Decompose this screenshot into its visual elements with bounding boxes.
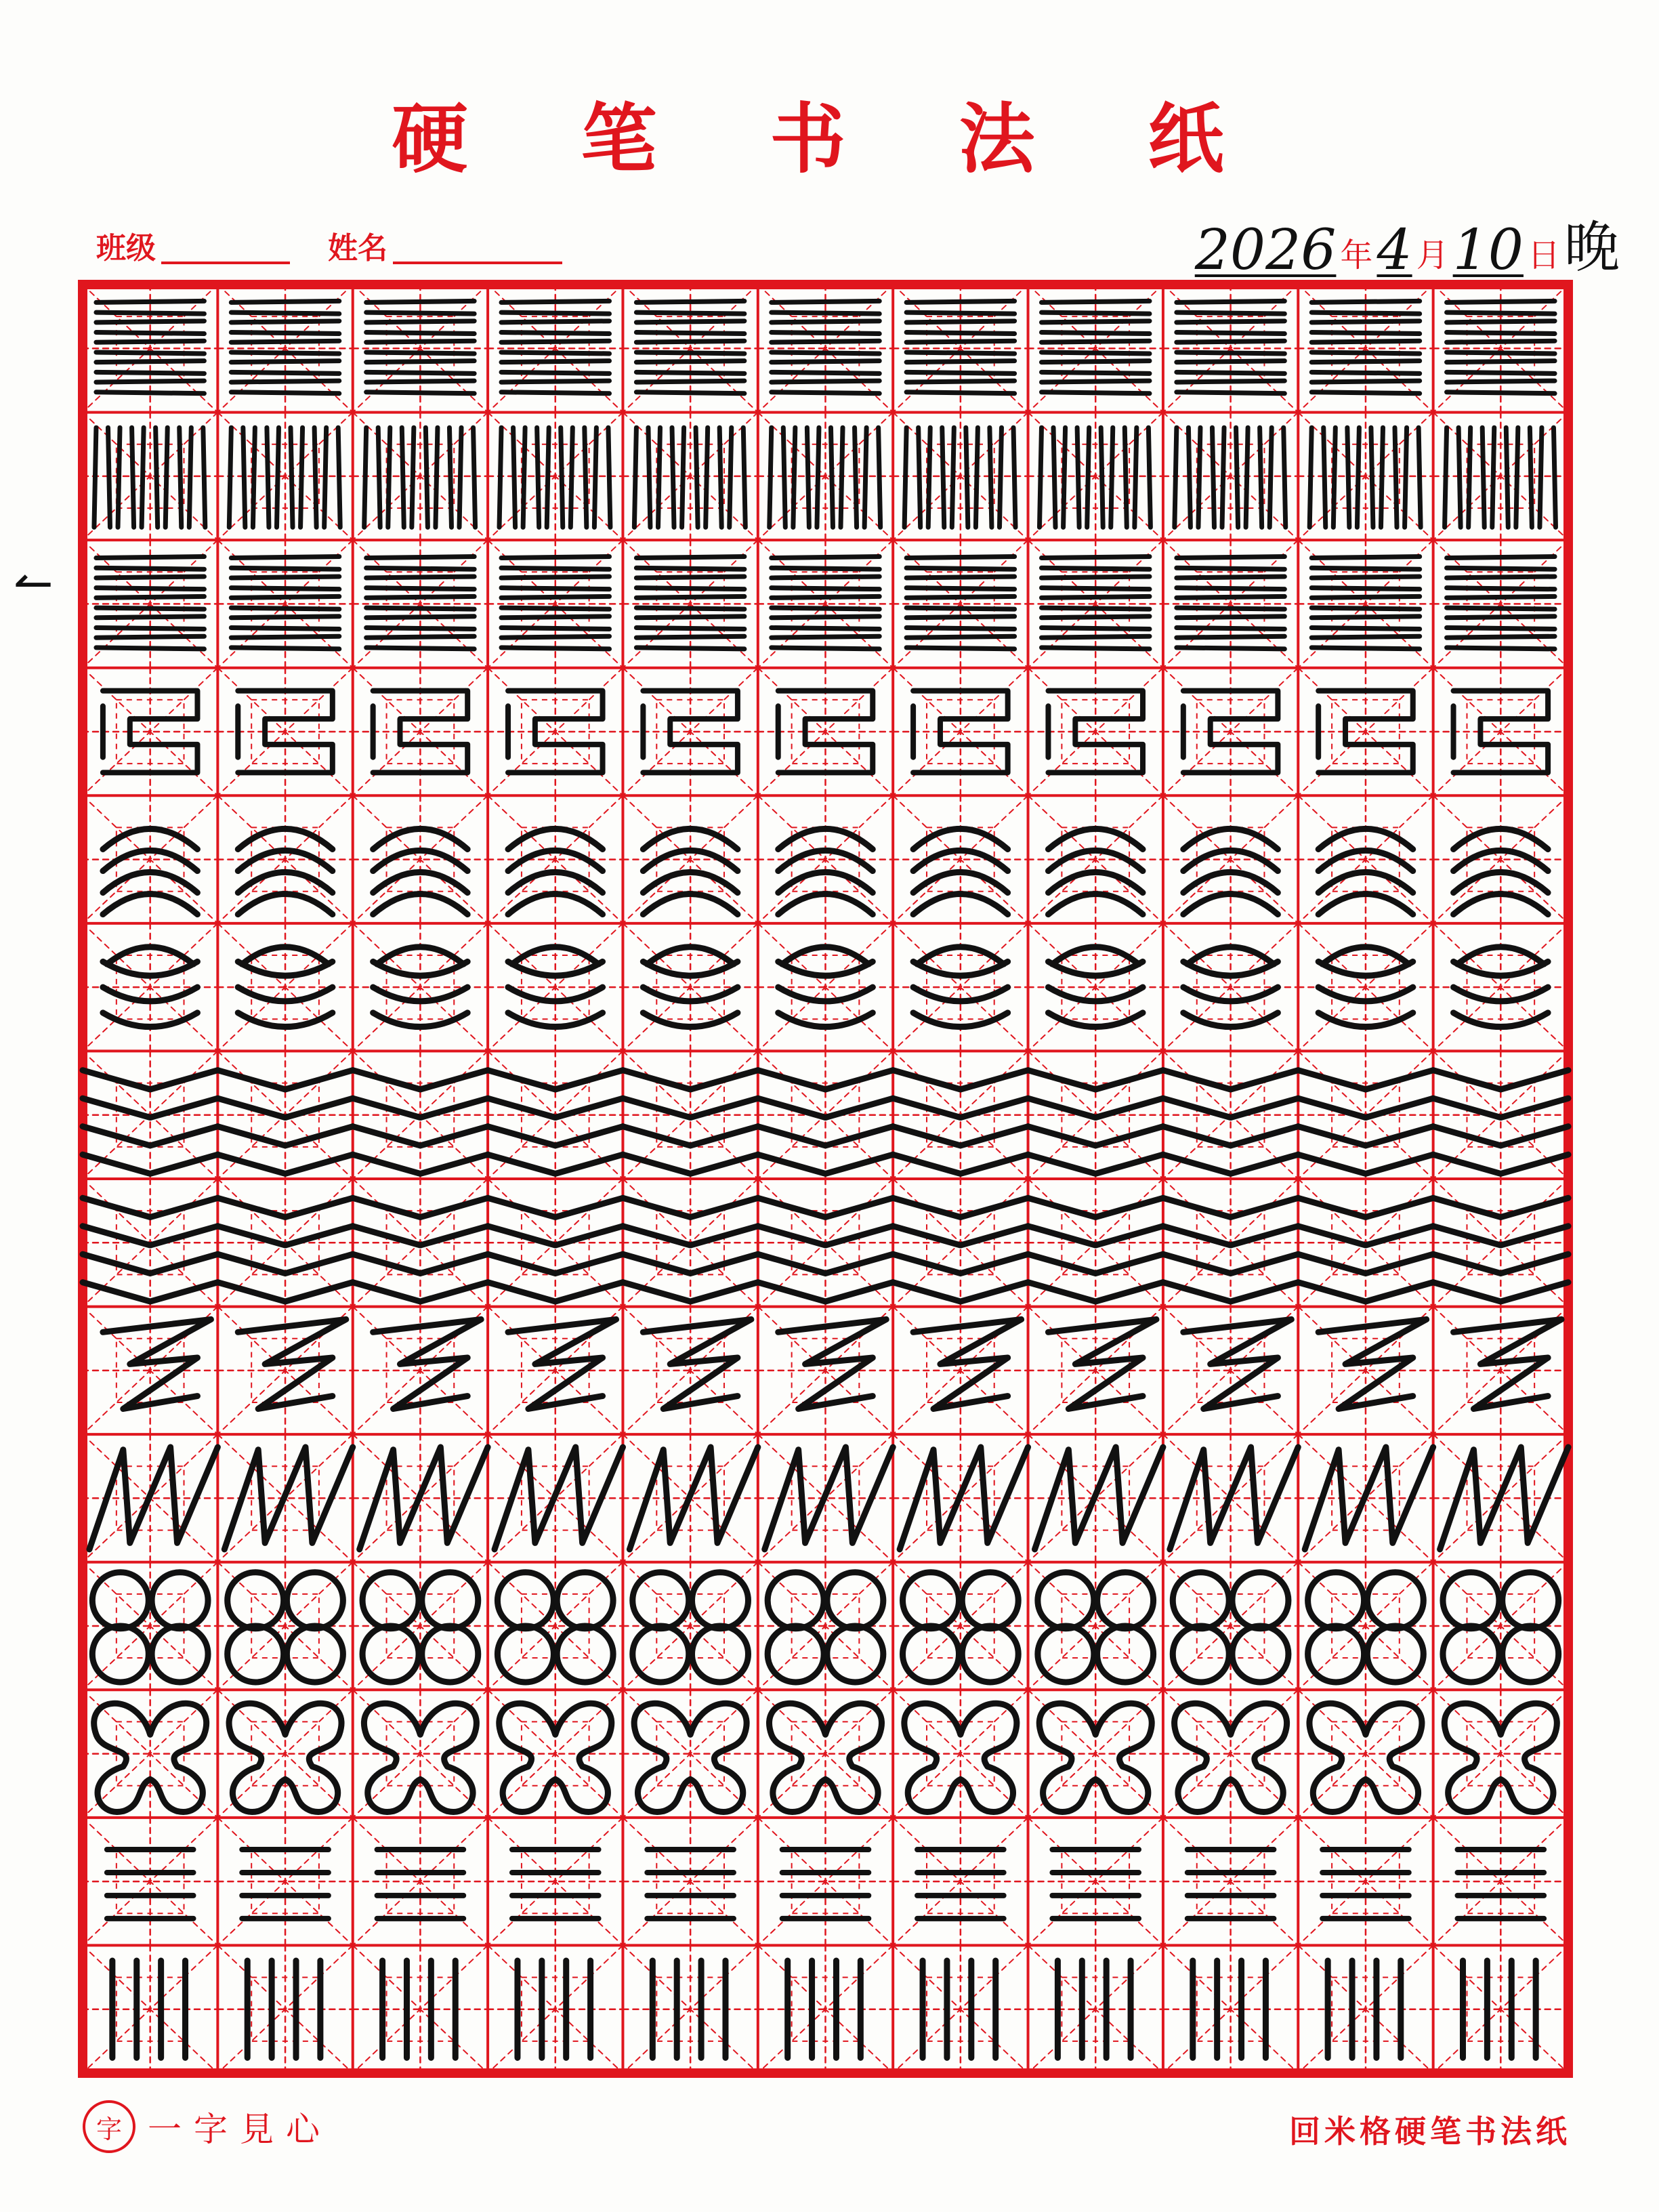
circle-strokes-cell [1308,1572,1364,1629]
circle-strokes-cell [287,1572,343,1629]
circle-strokes-cell [1367,1572,1423,1629]
circle-strokes-cell [1173,1572,1229,1629]
circle-strokes-cell [1232,1572,1288,1629]
zigzag-strokes-cell [238,1319,345,1408]
circle-strokes-cell [497,1572,553,1629]
circle-strokes-cell [692,1572,749,1629]
zigzag-strokes-cell [1318,1319,1426,1408]
date-month: 4 [1377,218,1412,283]
date-year: 2026 [1194,218,1337,283]
class-label: 班级 [96,231,156,266]
circle-strokes-cell [962,1572,1018,1629]
circle-strokes-cell [827,1572,883,1629]
paper-type-label: 回米格硬笔书法纸 [1289,2113,1571,2150]
date-day: 10 [1452,218,1524,283]
zigzag-strokes-cell [508,1319,616,1408]
circle-strokes-cell [152,1572,208,1629]
brand-seal-logo: 字 [83,2100,135,2153]
date-month-unit: 月 [1416,236,1449,274]
margin-arrow-mark: ↼ [14,556,54,611]
footer-brand [83,2100,332,2153]
zigzag-strokes-cell [103,1319,211,1408]
zigzag-strokes-cell [1048,1319,1156,1408]
date-year-unit: 年 [1340,236,1373,274]
brand-name: 一字見心 [148,2110,332,2149]
circle-strokes-cell [633,1572,689,1629]
zigzag-strokes-cell [1454,1319,1561,1408]
zigzag-strokes-cell [1183,1319,1291,1408]
date-day-unit: 日 [1527,236,1560,274]
circle-strokes-cell [228,1572,284,1629]
circle-strokes-cell [1097,1572,1154,1629]
circle-strokes-cell [768,1572,824,1629]
page-title: 硬 笔 书 法 纸 [392,95,1267,184]
circle-strokes-cell [557,1572,613,1629]
name-label: 姓名 [328,231,387,266]
circle-strokes-cell [1503,1572,1559,1629]
circle-strokes-cell [1038,1572,1094,1629]
zigzag-strokes-cell [643,1319,751,1408]
circle-strokes-cell [903,1572,959,1629]
circle-strokes-cell [362,1572,419,1629]
date-period: 晚 [1563,215,1620,280]
zigzag-strokes-cell [913,1319,1021,1408]
zigzag-strokes-cell [373,1319,481,1408]
circle-strokes-cell [1443,1572,1499,1629]
circle-strokes-cell [92,1572,148,1629]
zigzag-strokes-cell [778,1319,886,1408]
circle-strokes-cell [422,1572,478,1629]
